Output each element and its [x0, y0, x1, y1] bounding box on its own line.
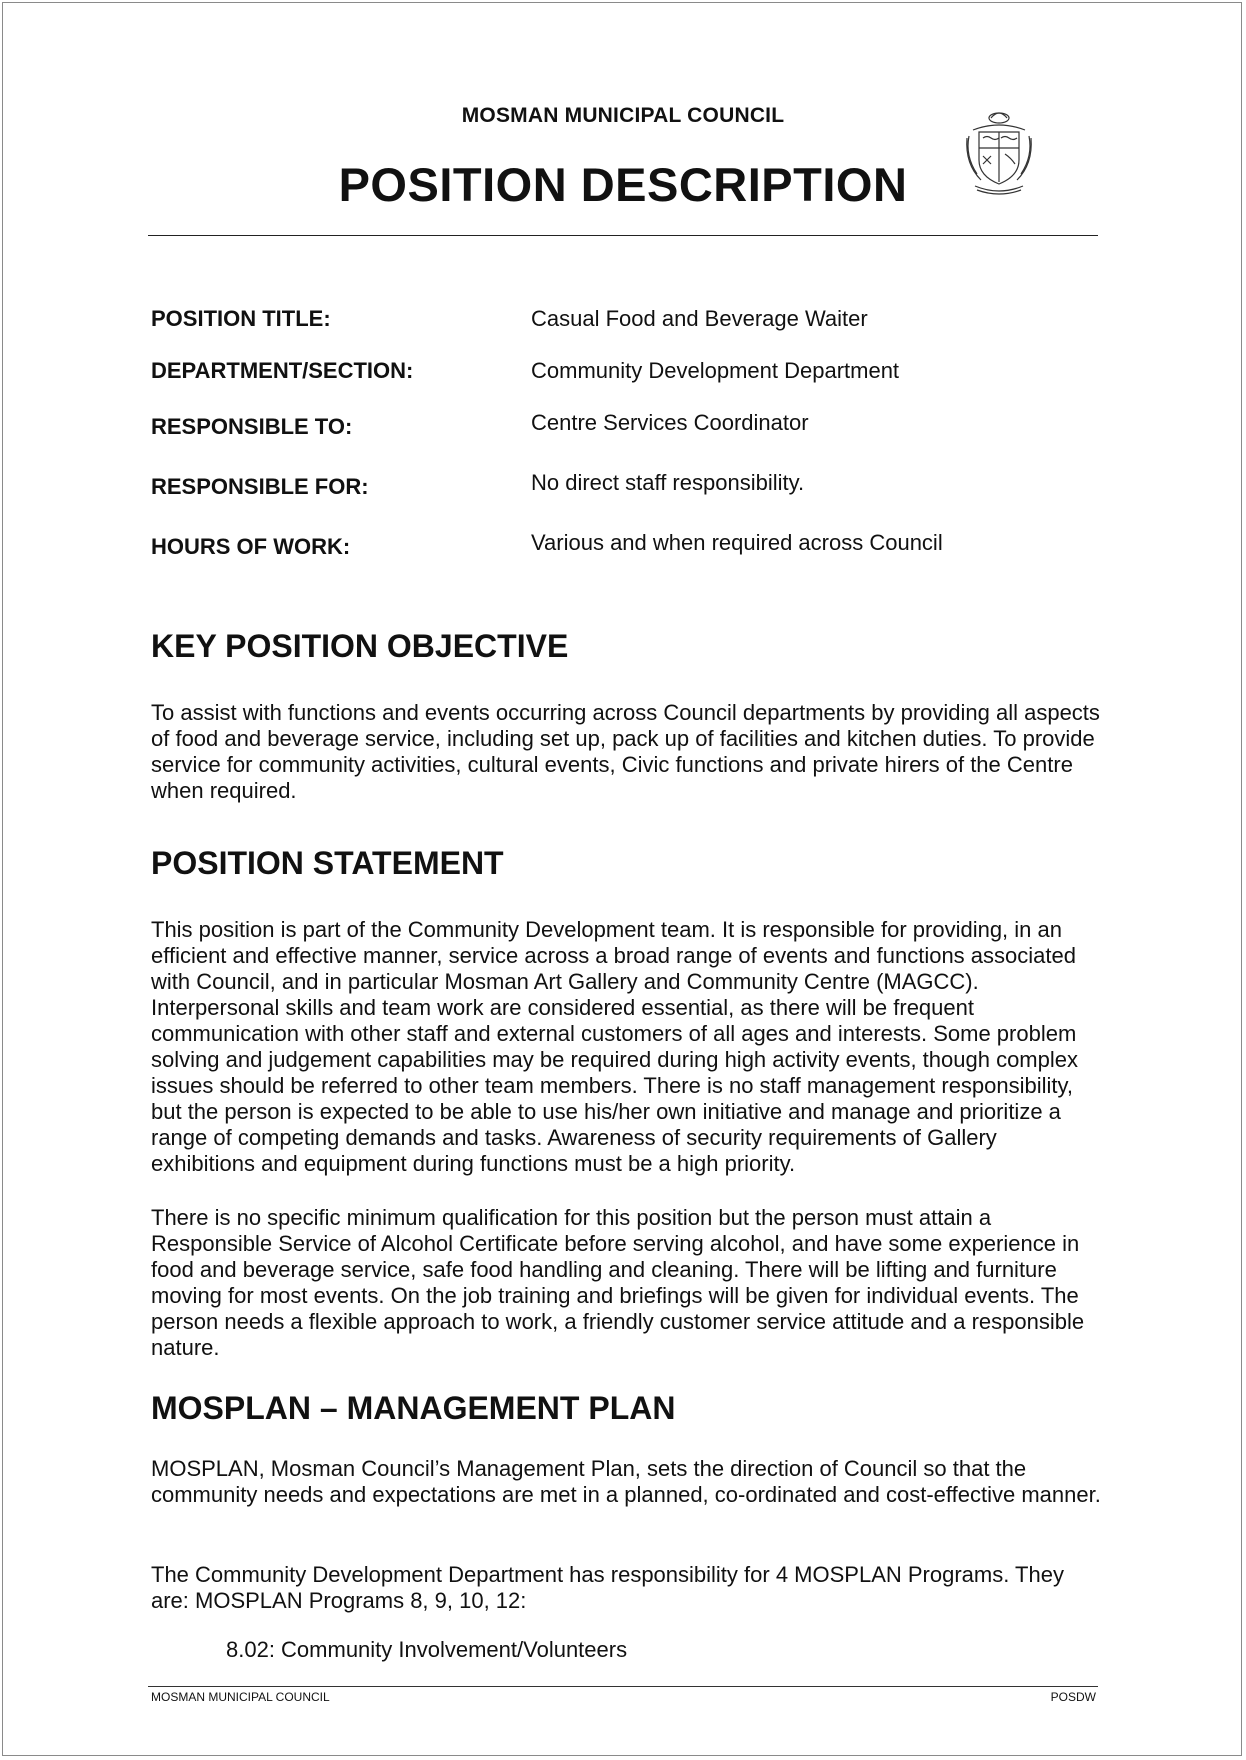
footer-divider — [148, 1686, 1098, 1687]
department-label: DEPARTMENT/SECTION: — [151, 358, 414, 383]
header-divider — [148, 235, 1098, 236]
responsible-to-value: Centre Services Coordinator — [531, 410, 809, 435]
department-value: Community Development Department — [531, 358, 900, 383]
organization-name: MOSMAN MUNICIPAL COUNCIL — [461, 104, 785, 127]
mosplan-heading: MOSPLAN – MANAGEMENT PLAN — [151, 1390, 676, 1426]
position-title-value: Casual Food and Beverage Waiter — [531, 306, 868, 331]
objective-paragraph: To assist with functions and events occurring across Council departments by providing all aspects of food and beverage service, including set up, pack up of facilities and kitchen duties. To provide service for community activities, cultural events, Civic functions and private hirers of the Centre when required. — [151, 700, 1100, 803]
responsible-for-value: No direct staff responsibility. — [531, 470, 805, 495]
key-position-objective-heading: KEY POSITION OBJECTIVE — [151, 628, 569, 664]
footer-organization: MOSMAN MUNICIPAL COUNCIL — [151, 1690, 330, 1704]
responsible-for-label: RESPONSIBLE FOR: — [151, 474, 369, 499]
position-title-label: POSITION TITLE: — [151, 306, 331, 331]
mosplan-paragraph-2: The Community Development Department has responsibility for 4 MOSPLAN Programs. They are: MOSPLAN Programs 8, 9, 10, 12: — [151, 1562, 1064, 1613]
hours-of-work-label: HOURS OF WORK: — [151, 534, 351, 559]
program-list-item: 8.02: Community Involvement/Volunteers — [226, 1637, 628, 1662]
footer-document-code: POSDW — [1050, 1690, 1096, 1704]
hours-of-work-value: Various and when required across Council — [531, 530, 943, 555]
council-crest-icon — [963, 108, 1035, 196]
position-statement-heading: POSITION STATEMENT — [151, 845, 504, 881]
statement-paragraph-2: There is no specific minimum qualification for this position but the person must attain a Responsible Service of Alcohol Certificate before serving alcohol, and have some experience in food and beverage service, safe food handling and cleaning. There will be lifting and furniture moving for most events. On the job training and briefings will be given for individual events. The person needs a flexible approach to work, a friendly customer service attitude and a responsible nature. — [151, 1205, 1085, 1360]
statement-paragraph-1: This position is part of the Community Development team. It is responsible for providing, in an efficient and effective manner, service across a broad range of events and functions associated with Council, and in particular Mosman Art Gallery and Community Centre (MAGCC). Interpersonal skills and team work are considered essential, as there will be frequent communication with other staff and external customers of all ages and interests. Some problem solving and judgement capabilities may be required during high activity events, though complex issues should be referred to other team members. There is no staff management responsibility, but the person is expected to be able to use his/her own initiative and manage and prioritize a range of competing demands and tasks. Awareness of security requirements of Gallery exhibitions and equipment during functions must be a high priority. — [151, 917, 1078, 1176]
document-title: POSITION DESCRIPTION — [338, 158, 908, 211]
responsible-to-label: RESPONSIBLE TO: — [151, 414, 353, 439]
mosplan-paragraph-1: MOSPLAN, Mosman Council’s Management Plan, sets the direction of Council so that the community needs and expectations are met in a planned, co-ordinated and cost-effective manner. — [151, 1456, 1101, 1507]
